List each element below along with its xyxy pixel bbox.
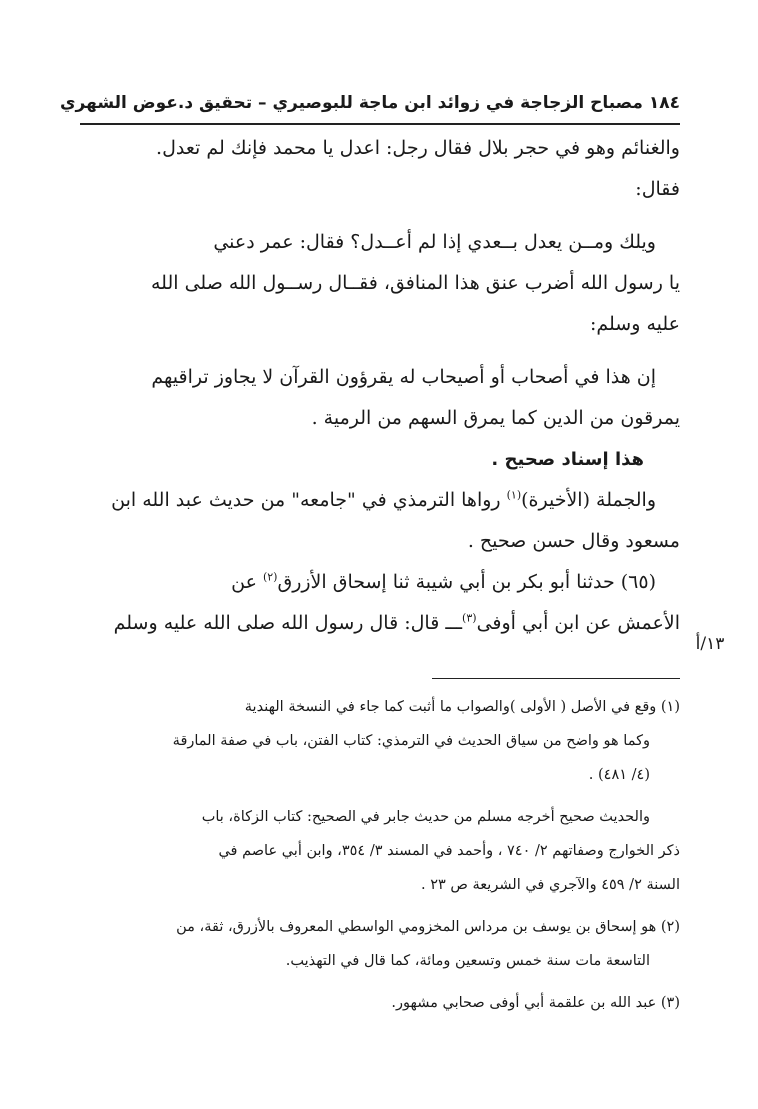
footnote-line: وكما هو واضح من سياق الحديث في الترمذي: كتاب الفتن، باب في صفة المارقة <box>172 733 650 749</box>
text-line <box>80 480 680 521</box>
text-line: يمرقون من الدين كما يمرق السهم من الرمية . <box>311 407 680 429</box>
footnote-ref[interactable]: (٢) <box>262 570 278 584</box>
text-segment: رواها الترمذي في "جامعه" من حديث عبد الله ابن <box>111 489 507 511</box>
folio-marginal-note: ١٣/أ <box>695 634 725 654</box>
text-line: ويلك ومــن يعدل بــعدي إذا لم أعــدل؟ فقال: عمر دعني <box>213 231 656 253</box>
footnote-line: التاسعة مات سنة خمس وتسعين ومائة، كما قال في التهذيب. <box>285 953 650 969</box>
footnote-ref[interactable]: (٣) <box>462 611 477 625</box>
section-heading: هذا إسناد صحيح . <box>491 449 644 470</box>
footnote-line: والحديث صحيح أخرجه مسلم من حديث جابر في الصحيح: كتاب الزكاة، باب <box>201 809 650 825</box>
footnote-line: (٤/ ٤٨١) . <box>588 767 650 783</box>
text-line: عليه وسلم: <box>589 313 680 335</box>
text-line <box>80 603 680 644</box>
footnote-separator <box>432 678 680 679</box>
footnote-ref[interactable]: (١) <box>506 488 522 502</box>
text-segment: ـــ قال: قال رسول الله صلى الله عليه وسلم <box>113 612 463 634</box>
text-line: والغنائم وهو في حجر بلال فقال رجل: اعدل يا محمد فإنك لم تعدل. <box>156 137 680 159</box>
text-segment: والجملة (الأخيرة) <box>521 489 656 511</box>
text-line <box>80 562 680 603</box>
footnote-line: (١) وقع في الأصل ( الأولى )والصواب ما أثبت كما جاء في النسخة الهندية <box>244 699 680 715</box>
text-line: يا رسول الله أضرب عنق هذا المنافق، فقــال رســول الله صلى الله <box>151 272 680 294</box>
text-line: مسعود وقال حسن صحيح . <box>467 530 680 552</box>
footnote-line: (٣) عبد الله بن علقمة أبي أوفى صحابي مشهور. <box>391 995 680 1011</box>
main-text <box>80 128 680 644</box>
text-line: إن هذا في أصحاب أو أصيحاب له يقرؤون القرآن لا يجاوز تراقيهم <box>151 366 656 388</box>
text-line: فقال: <box>635 178 680 200</box>
running-header: ١٨٤ مصباح الزجاجة في زوائد ابن ماجة للبوصيري – تحقيق د.عوض الشهري <box>59 93 680 113</box>
text-segment: عن <box>231 571 263 593</box>
text-segment: (٦٥) حدثنا أبو بكر بن أبي شيبة ثنا إسحاق الأزرق <box>277 571 656 593</box>
footnote-line: السنة ٢/ ٤٥٩ والآجري في الشريعة ص ٢٣ . <box>420 877 680 893</box>
footnote-line: ذكر الخوارج وصفاتهم ٢/ ٧٤٠ ، وأحمد في المسند ٣/ ٣٥٤، وابن أبي عاصم في <box>218 843 680 859</box>
header-rule <box>80 123 680 125</box>
footnotes <box>80 690 680 1020</box>
text-segment: الأعمش عن ابن أبي أوفى <box>476 612 680 634</box>
footnote-line: (٢) هو إسحاق بن يوسف بن مرداس المخزومي الواسطي المعروف بالأزرق، ثقة، من <box>176 919 680 935</box>
